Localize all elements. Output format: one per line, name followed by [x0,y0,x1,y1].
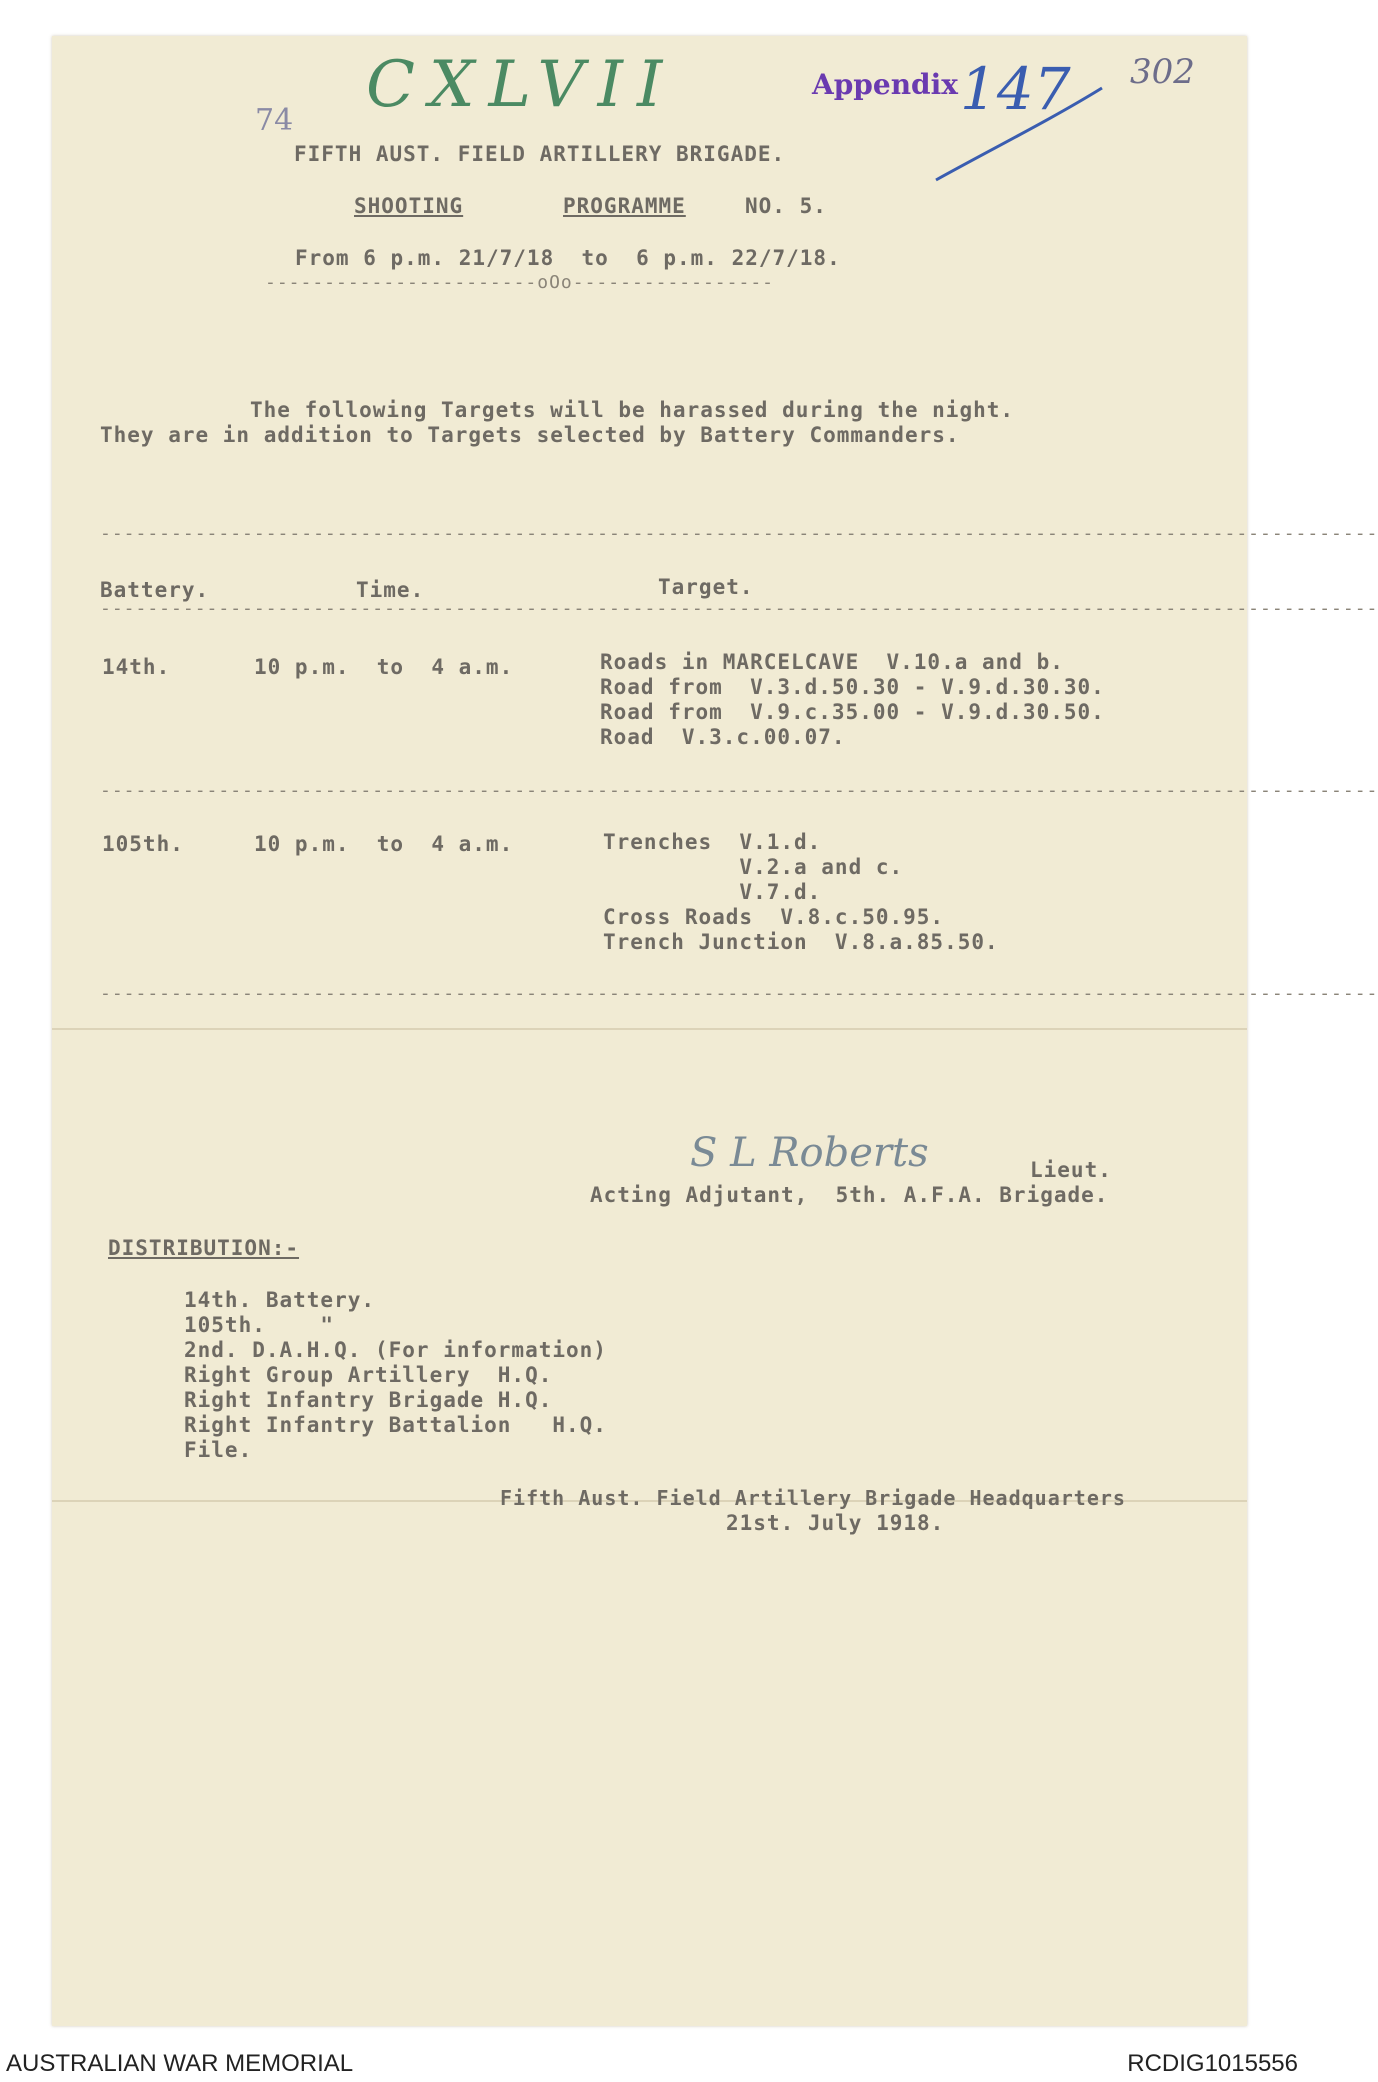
row-14th-target-2: Road from V.3.d.50.30 - V.9.d.30.30. [600,675,1105,699]
distribution-item: Right Infantry Brigade H.Q. [184,1388,553,1412]
distribution-item: File. [184,1438,253,1462]
brigade-title: FIFTH AUST. FIELD ARTILLERY BRIGADE. [294,142,786,166]
intro-line-1: The following Targets will be harassed during the night. [250,398,1015,422]
page-number: 302 [1130,52,1195,92]
signature-rank: Lieut. [1030,1158,1112,1182]
programme-word: PROGRAMME [563,194,686,218]
appendix-number: 147 [960,55,1071,123]
row-14th-time: 10 p.m. to 4 a.m. [254,655,514,679]
row-14th-target-4: Road V.3.c.00.07. [600,725,846,749]
row-105th-battery: 105th. [102,832,184,856]
row-105th-target-2: V.2.a and c. [603,855,904,879]
distribution-item: Right Group Artillery H.Q. [184,1363,553,1387]
row-14th-target-1: Roads in MARCELCAVE V.10.a and b. [600,650,1064,674]
closing-location: Fifth Aust. Field Artillery Brigade Headquarters [500,1486,1126,1510]
table-rule-bottom: ------------------------------------------------------------------------------------------------------------ [100,983,1378,1004]
row-105th-time: 10 p.m. to 4 a.m. [254,832,514,856]
intro-line-2: They are in addition to Targets selected by Battery Commanders. [100,423,960,447]
footer-record-id: RCDIG1015556 [1127,2050,1298,2077]
programme-number: NO. 5. [745,194,827,218]
paper-fold-line [52,1028,1247,1030]
row-105th-target-5: Trench Junction V.8.a.85.50. [603,930,999,954]
col-header-time: Time. [356,578,425,602]
distribution-heading: DISTRIBUTION:- [108,1236,300,1260]
col-header-battery: Battery. [100,578,210,602]
programme-label: SHOOTING [354,194,464,218]
header-divider: -----------------------oOo----------------- [265,272,774,293]
distribution-item: 105th. " [184,1313,335,1337]
footer-archive-name: AUSTRALIAN WAR MEMORIAL [6,2050,354,2077]
table-rule-middle: ------------------------------------------------------------------------------------------------------------ [100,780,1378,801]
serial-roman-numeral: CXLVII [366,48,677,122]
folio-number: 74 [255,103,294,138]
appendix-stamp: Appendix [812,68,958,101]
distribution-item: 14th. Battery. [184,1288,376,1312]
handwritten-signature: S L Roberts [690,1130,929,1176]
period: From 6 p.m. 21/7/18 to 6 p.m. 22/7/18. [295,246,841,270]
table-rule-header: ------------------------------------------------------------------------------------------------------------ [100,598,1378,619]
row-14th-target-3: Road from V.9.c.35.00 - V.9.d.30.50. [600,700,1105,724]
document-sheet [52,36,1378,2026]
row-105th-target-4: Cross Roads V.8.c.50.95. [603,905,945,929]
pen-stroke-mark [930,80,1110,190]
distribution-item: 2nd. D.A.H.Q. (For information) [184,1338,607,1362]
table-rule-top: ------------------------------------------------------------------------------------------------------------ [100,523,1378,544]
row-105th-target-3: V.7.d. [603,880,822,904]
signature-position: Acting Adjutant, 5th. A.F.A. Brigade. [590,1183,1109,1207]
distribution-item: Right Infantry Battalion H.Q. [184,1413,607,1437]
col-header-target: Target. [658,575,754,599]
row-14th-battery: 14th. [102,655,171,679]
closing-date: 21st. July 1918. [726,1511,945,1535]
row-105th-target-1: Trenches V.1.d. [603,830,822,854]
